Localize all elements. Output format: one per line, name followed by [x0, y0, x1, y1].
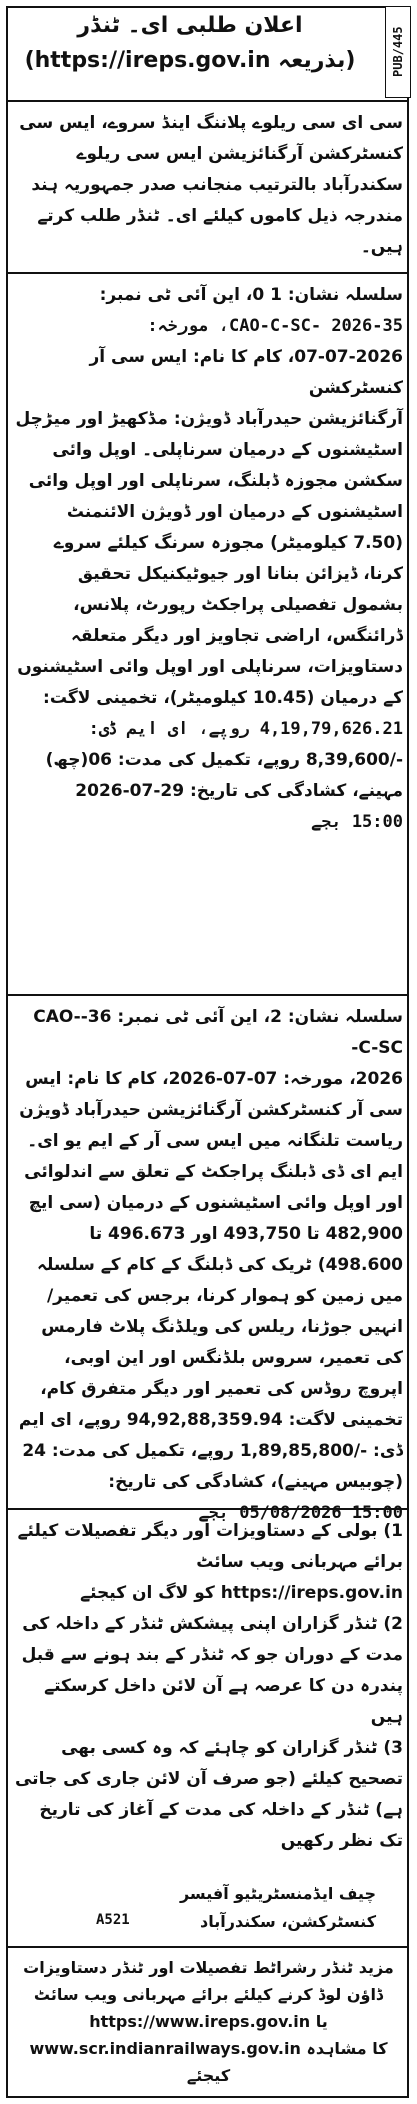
signature-block	[16, 1880, 376, 1936]
tender1-close: مہینے، کشادگی کی تاریخ: 29-07-2026	[75, 781, 403, 801]
tender2-body: 2026، مورخہ: 07-07-2026، کام کا نام: ایس سی آر کنسٹرکشن آرگنائزیشن حیدرآباد ڈویژن ریاست تلنگانہ میں ایس سی آر کے ایم یو ای۔ ایم ای ڈی ڈبلنگ پراجکٹ کے تعلق سے اندلوائی اور اوپل وائی اسٹیشنوں کے درمیان (سی ایچ 482,900 تا 493,750 اور 496.673 تا 498.600) ٹریک کی ڈبلنگ کے کام کے سلسلہ میں زمین کو ہموار کرنا، برجس کی تعمیر/انہیں جوڑنا، ریلس کی ویلڈنگ پلاٹ فارمس کی تعمیر، سروس بلڈنگس اور این اوبی، اپروچ روڈس کی تعمیر اور دیگر متفرق کام، تخمینی لاگت: 94,92,88,359.94 روپے، ای ایم ڈی: -/1,89,85,800 روپے، تکمیل کی مدت: 24 (چوبیس مہینے)، کشادگی کی تاریخ:	[18, 1069, 403, 1492]
tender2-label: سلسلہ نشان: 2، این آئی ٹی نمبر: 36-CAO-C-SC-	[33, 1007, 403, 1058]
publication-code: PUB/445	[385, 6, 411, 98]
notice-title: اعلان طلبی ای۔ ٹنڈر	[77, 13, 303, 38]
notes-section	[14, 1516, 403, 1857]
footer-section	[10, 1954, 407, 2089]
footer-text: مزید ٹنڈر رشراٹط تفصیلات اور ٹنڈر دستاویزات ڈاؤن لوڈ کرنے کیلئے برائے مہربانی ویب سائٹ	[23, 1958, 394, 2004]
divider-intro	[6, 272, 409, 274]
divider-tender1	[6, 994, 409, 996]
note-item: 3) ٹنڈر گزاران کو چاہئے کہ وہ کسی بھی تصحیح کیلئے (جو صرف آن لائن جاری کی جاتی ہے) ٹنڈر کے داخلہ کی مدت کے آغاز کی تاریخ تک نظر رکھیں	[14, 1738, 403, 1851]
tender1-emd: -/8,39,600 روپے، تکمیل کی مدت: 06(چھ)	[45, 750, 403, 770]
header-url[interactable]: (https://ireps.gov.in بذریعہ)	[24, 48, 356, 73]
tender1-time: 15:00 بجے	[311, 812, 403, 832]
tender-1	[14, 280, 403, 838]
footer-url-scr[interactable]: www.scr.indianrailways.gov.in کا مشاہدہ کیجئے	[29, 2039, 388, 2085]
note-item: 1) بولی کے دستاویزات اور دیگر تفصیلات کیلئے برائے مہربانی ویب سائٹ https://ireps.gov.in کو لاگ ان کیجئے	[17, 1521, 403, 1603]
tender1-label: سلسلہ نشان: 1 0، این آئی ٹی نمبر:	[99, 285, 403, 305]
tender2-close: 15:00 05/08/2026 بجے	[198, 1503, 403, 1523]
intro-paragraph: سی ای سی ریلوے پلاننگ اینڈ سروے، ایس سی کنسٹرکشن آرگنائزیشن ایس سی ریلوے سکندرآباد بالترتیب منجانب صدر جمہوریہ ہند مندرجہ ذیل کاموں کیلئے ای۔ ٹنڈر طلب کرتے ہیں۔	[19, 113, 403, 257]
signature-title: چیف ایڈمنسٹریٹیو آفیسر	[179, 1884, 376, 1903]
divider-footer	[6, 1946, 409, 1948]
tender1-nit: 35-CAO-C-SC- 2026، مورخہ:	[147, 316, 403, 336]
divider-tender2	[6, 1508, 409, 1510]
ad-code: A521	[96, 1912, 130, 1928]
note-item: 2) ٹنڈر گزاران اپنی پیشکش ٹنڈر کے داخلہ کی مدت کے دوران جو کہ ٹنڈر کے بند ہونے سے قبل پندرہ دن کا عرصہ ہے آن لائن داخل کرسکتے ہیں	[21, 1614, 403, 1727]
signature-office: کنسٹرکشن، سکندرآباد	[200, 1912, 376, 1931]
divider-header	[6, 100, 409, 102]
tender1-body: آرگنائزیشن حیدرآباد ڈویژن: مڈکھیڑ اور میڑچل اسٹیشنوں کے درمیان سرناپلی۔ اوپل وائی سکشن مجوزہ ڈبلنگ، سرناپلی اور اوپل وائی اسٹیشنوں کے درمیان اور ڈویژن الائنمنٹ (7.50 کیلومیٹر) مجوزہ سرنگ کیلئے سروے کرنا، ڈیزائن بنانا اور جیوٹیکنیکل تحقیق بشمول تفصیلی پراجکٹ رپورٹ، پلانس، ڈرائنگس، اراضی تجاویز اور دیگر متعلقہ دستاویزات، سرناپلی اور اوپل وائی اسٹیشنوں کے درمیان (10.45 کیلومیٹر)، تخمینی لاگت:	[15, 409, 403, 708]
footer-url-ireps[interactable]: https://www.ireps.gov.in یا	[89, 2012, 328, 2031]
notice-header	[10, 10, 370, 76]
tender1-cost: 4,19,79,626.21 روپے، ای ایم ڈی:	[88, 719, 403, 739]
tender1-date: 07-07-2026، کام کا نام: ایس سی آر کنسٹرکشن	[89, 347, 403, 398]
tender-2	[14, 1002, 403, 1529]
